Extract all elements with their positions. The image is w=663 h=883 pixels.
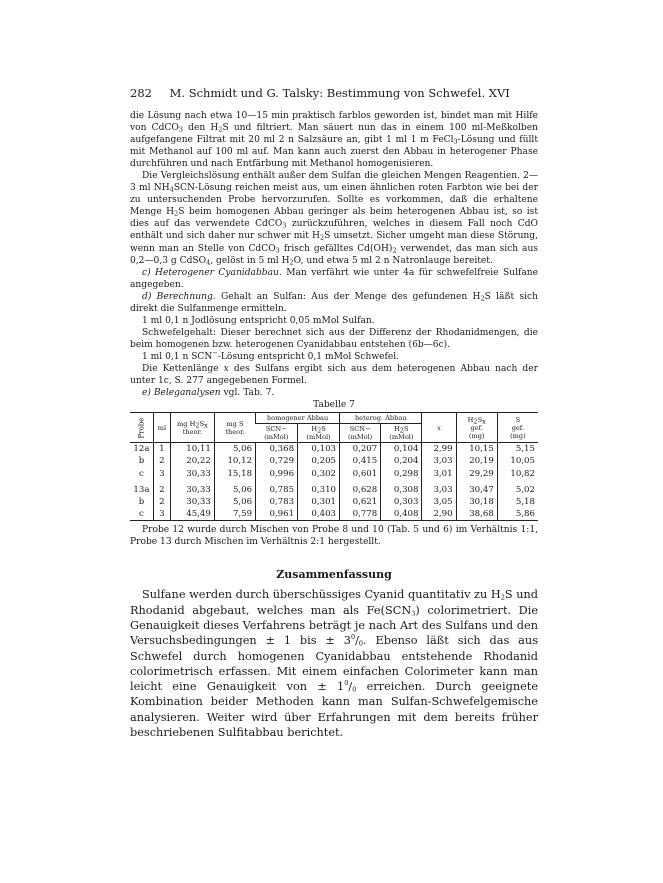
table-row: b 2 20,22 10,12 0,729 0,205 0,415 0,204 3,03 20,19 10,05 — [130, 455, 538, 467]
summary-heading: Zusammenfassung — [276, 568, 392, 582]
group-homogen: homogener Abbau — [256, 413, 340, 424]
body-text — [130, 110, 538, 399]
table-row: c 3 45,49 7,59 0,961 0,403 0,778 0,408 2,90 38,68 5,86 — [130, 508, 538, 521]
page-number: 282 — [130, 86, 152, 100]
table-row: c 3 30,33 15,18 0,996 0,302 0,601 0,298 3,01 29,29 10,82 — [130, 468, 538, 480]
running-header — [130, 86, 538, 100]
paragraph: 1 ml 0,1 n Jodlösung entspricht 0,05 mMol Sulfan. — [142, 315, 375, 326]
col-ml: ml — [153, 413, 170, 443]
col-x: x — [422, 413, 456, 443]
paragraph: Die Kettenlänge x des Sulfans ergibt sich aus dem heterogenen Abbau nach der unter 1c, S. 277 angegebenen Formel. — [130, 363, 538, 387]
col-hsx-gef: $H_2S_x$ gef. (mg) — [456, 413, 497, 443]
paragraph: 1 ml 0,1 n SCN−-Lösung entspricht 0,1 mMol Schwefel. — [142, 348, 400, 362]
results-table — [130, 412, 538, 521]
running-title: M. Schmidt und G. Talsky: Bestimmung von Schwefel. XVI — [169, 86, 510, 100]
paragraph: d) Berechnung. Gehalt an Sulfan: Aus der Menge des gefundenen $H_2S$ läßt sich direkt die Sulfanmenge ermitteln. — [130, 291, 538, 314]
col-mg-s: mg S theor. — [214, 413, 255, 443]
col-het-h2s: $H_2S$ (mMol) — [381, 424, 422, 443]
col-s-gef: S gef. (mg) — [497, 413, 538, 443]
page — [130, 86, 538, 740]
paragraph: die Lösung nach etwa 10—15 min praktisch farblos geworden ist, bindet man mit Hilfe von CdCO$_3$ den $H_2S$ und filtriert. Man säuert nun das in einem 100 ml-Meßkolben aufgefangene Filtrat mit 20 ml 2 n Salzsäure an, gibt 1 ml 1 m FeCl$_3$-Lösung und füllt mit Methanol auf 100 ml auf. Man kann auch zuerst den Abbau in heterogener Phase durchführen und nach Entfärbung mit Methanol homogenisieren. — [130, 111, 538, 170]
table-row: 13a 2 30,33 5,06 0,785 0,310 0,628 0,308 3,03 30,47 5,02 — [130, 480, 538, 496]
table-row: 12a 1 10,11 5,06 0,368 0,103 0,207 0,104 2,99 10,15 5,15 — [130, 443, 538, 456]
paragraph: Die Vergleichslösung enthält außer dem Sulfan die gleichen Mengen Reagentien. 2—3 ml $NH_4SCN$-Lösung reichen meist aus, um einen ähnlichen roten Farbton wie bei der zu untersuchenden Probe hervorzurufen. Sollte es vorkommen, daß die erhaltene Menge $H_2S$ beim homogenen Abbau geringer als beim heterogenen Abbau ist, so ist dies auf das verwendete CdCO$_3$ zurückzuführen, welches in diesem Fall noch CdO enthält und sich daher nur schwer mit $H_2S$ umsetzt. Sicher umgeht man diese Störung, wenn man an Stelle von CdCO$_3$ frisch gefälltes $Cd(OH)_2$ verwendet, das man sich aus 0,2—0,3 g CdSO$_4$, gelöst in 5 ml $H_2O$, und etwa 5 ml 2 n Natronlauge bereitet. — [130, 171, 539, 267]
table-note: Probe 12 wurde durch Mischen von Probe 8 und 10 (Tab. 5 und 6) im Verhältnis 1:1, Probe 13 durch Mischen im Verhältnis 2:1 hergestellt. — [130, 525, 538, 548]
col-probe: Probe — [130, 413, 153, 443]
col-hom-h2s: $H_2S$ (mMol) — [298, 424, 340, 443]
group-heterog: heterog. Abbau — [340, 413, 422, 424]
col-het-scn: SCN− (mMol) — [340, 424, 381, 443]
table-row: b 2 30,33 5,06 0,783 0,301 0,621 0,303 3,05 30,18 5,18 — [130, 496, 538, 508]
summary-text: Sulfane werden durch überschüssiges Cyanid quantitativ zu $H_2S$ und Rhodanid abgebaut, welches man als $Fe(SCN_3)$ colorimetriert. Die Genauigkeit dieses Verfahrens beträgt je nach Art des Sulfans und den Versuchsbedingungen ± 1 bis ± $3^0/_0$. Ebenso läßt sich das aus Schwefel durch homogenen Cyanidabbau entstehende Rhodanid colorimetrisch erfassen. Mit einem einfachen Colorimeter kann man leicht eine Genauigkeit von ± $1^0/_0$ erreichen. Durch geeignete Kombination beider Methoden kann man Sulfan-Schwefelgemische analysieren. Weiter wird über Erfahrungen mit dem bereits früher beschriebenen Sulfitabbau berichtet. — [130, 588, 539, 740]
paragraph: e) Beleganalysen vgl. Tab. 7. — [142, 388, 275, 399]
table-caption: Tabelle 7 — [313, 400, 355, 411]
col-hom-scn: SCN− (mMol) — [256, 424, 298, 443]
paragraph: c) Heterogener Cyanidabbau. Man verfährt wie unter 4a für schwefelfreie Sulfane angegeben. — [130, 267, 538, 290]
col-mg-hsx: mg $H_2S_x$ theor. — [170, 413, 214, 443]
paragraph: Schwefelgehalt: Dieser berechnet sich aus der Differenz der Rhodanidmengen, die beim homogenen bzw. heterogenen Cyanidabbau entstehen (6b—6c). — [130, 327, 538, 350]
